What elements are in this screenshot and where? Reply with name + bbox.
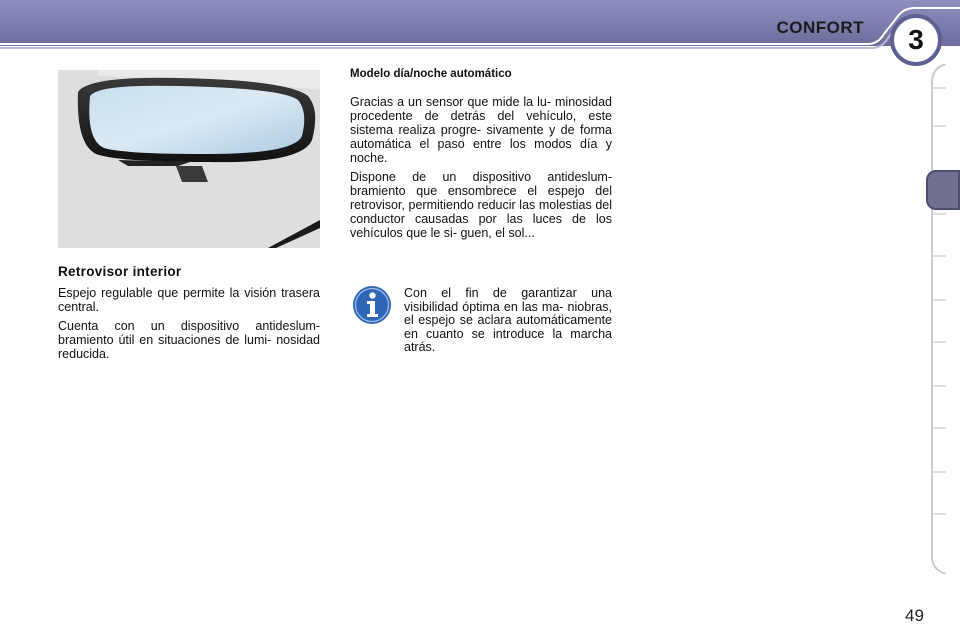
page-number: 49 xyxy=(905,606,924,625)
rearview-mirror-illustration xyxy=(58,70,320,248)
automatic-mode-description xyxy=(350,95,612,245)
paragraph: Espejo regulable que permite la visión trasera central. xyxy=(58,286,320,314)
chapter-number-badge xyxy=(890,14,942,66)
mirror-drawing xyxy=(58,70,320,248)
section-heading-automatic-mode: Modelo día/noche automático xyxy=(350,68,512,80)
paragraph: Dispone de un dispositivo antideslum- bramiento que ensombrece el espejo del retrovisor, permitiendo reducir las molestias del conductor causadas por las luces de los vehículos que le si- guen, el sol... xyxy=(350,170,612,240)
paragraph: Cuenta con un dispositivo antideslum- bramiento útil en situaciones de lumi- nosidad reducida. xyxy=(58,319,320,361)
chapter-tab-strip xyxy=(928,64,948,574)
interior-mirror-description xyxy=(58,286,320,366)
section-heading-interior-mirror: Retrovisor interior xyxy=(58,264,182,279)
active-chapter-tab xyxy=(926,170,960,210)
chapter-number: 3 xyxy=(908,24,924,55)
section-title: CONFORT xyxy=(776,18,864,37)
paragraph: Gracias a un sensor que mide la lu- minosidad procedente de detrás del vehículo, este sistema realiza progre- sivamente y de forma automática el paso entre los modos día y noche. xyxy=(350,95,612,165)
info-icon xyxy=(352,285,392,325)
info-note-text: Con el fin de garantizar una visibilidad óptima en las ma- niobras, el espejo se aclara automáticamente en cuanto se introduce la marcha atrás. xyxy=(404,286,612,354)
